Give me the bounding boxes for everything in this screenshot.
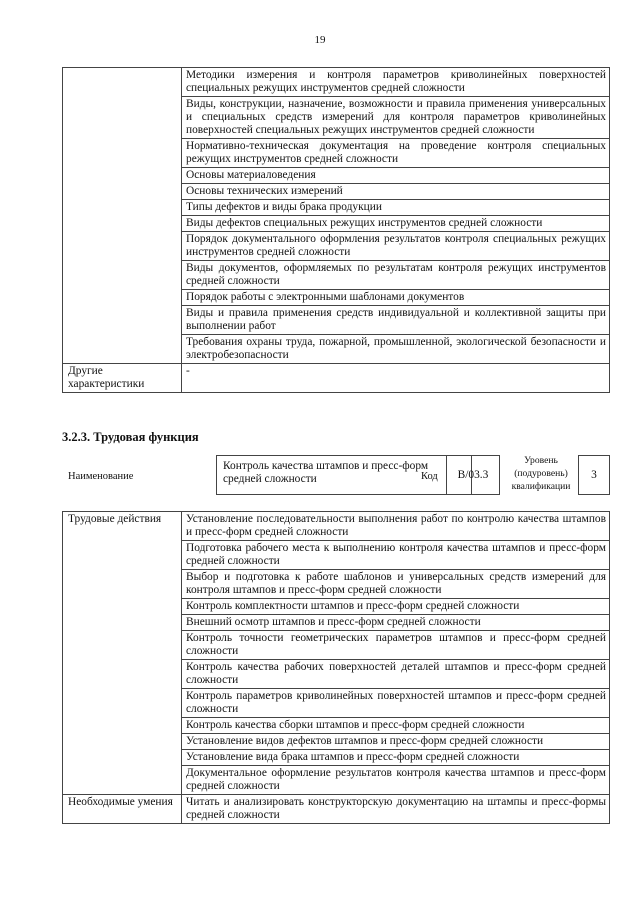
table-row [63, 512, 610, 541]
labor-action-item: Контроль качества рабочих поверхностей деталей штампов и пресс-форм средней сложности [182, 660, 610, 689]
skill-item: Читать и анализировать конструкторскую документацию на штампы и пресс-формы средней сложности [182, 795, 610, 824]
knowledge-item: Нормативно-техническая документация на проведение контроля специальных режущих инструментов средней сложности [182, 139, 610, 168]
function-code-box: B/03.3 [446, 455, 500, 495]
table-row [63, 364, 610, 393]
knowledge-item: Требования охраны труда, пожарной, промышленной, экологической безопасности и электробезопасности [182, 335, 610, 364]
labor-action-item: Контроль комплектности штампов и пресс-форм средней сложности [182, 599, 610, 615]
labor-action-item: Контроль качества сборки штампов и пресс-форм средней сложности [182, 718, 610, 734]
code-label: Код [421, 471, 438, 482]
knowledge-category-cell [63, 68, 182, 364]
labor-function-header [62, 454, 610, 498]
labor-action-item: Установление последовательности выполнения работ по контролю качества штампов и пресс-форм средней сложности [182, 512, 610, 541]
labor-action-item: Документальное оформление результатов контроля качества штампов и пресс-форм средней сложности [182, 766, 610, 795]
function-name-box: Контроль качества штампов и пресс-форм средней сложности [216, 455, 472, 495]
knowledge-item: Виды дефектов специальных режущих инструментов средней сложности [182, 216, 610, 232]
knowledge-item: Порядок работы с электронными шаблонами документов [182, 290, 610, 306]
labor-action-item: Контроль точности геометрических параметров штампов и пресс-форм средней сложности [182, 631, 610, 660]
knowledge-item: Основы материаловедения [182, 168, 610, 184]
labor-action-item: Подготовка рабочего места к выполнению контроля качества штампов и пресс-форм средней сложности [182, 541, 610, 570]
labor-action-item: Выбор и подготовка к работе шаблонов и универсальных средств измерений для контроля штампов и пресс-форм средней сложности [182, 570, 610, 599]
labor-action-item: Внешний осмотр штампов и пресс-форм средней сложности [182, 615, 610, 631]
knowledge-item: Порядок документального оформления результатов контроля специальных режущих инструментов средней сложности [182, 232, 610, 261]
skills-label: Необходимые умения [63, 795, 182, 824]
knowledge-item: Виды документов, оформляемых по результатам контроля режущих инструментов средней сложности [182, 261, 610, 290]
labor-action-item: Контроль параметров криволинейных поверхностей штампов и пресс-форм средней сложности [182, 689, 610, 718]
knowledge-item: Виды и правила применения средств индивидуальной и коллективной защиты при выполнении работ [182, 306, 610, 335]
labor-actions-label: Трудовые действия [63, 512, 182, 795]
labor-action-item: Установление видов дефектов штампов и пресс-форм средней сложности [182, 734, 610, 750]
knowledge-item: Методики измерения и контроля параметров криволинейных поверхностей специальных режущих инструментов средней сложности [182, 68, 610, 97]
knowledge-item: Основы технических измерений [182, 184, 610, 200]
labor-action-item: Установление вида брака штампов и пресс-форм средней сложности [182, 750, 610, 766]
table-row [63, 68, 610, 97]
page-number: 19 [314, 34, 326, 46]
table-row [63, 795, 610, 824]
labor-actions-table [62, 511, 610, 824]
knowledge-item: Виды, конструкции, назначение, возможности и правила применения универсальных и специальных средств измерений для контроля параметров криволинейных поверхностей специальных режущих инструментов средней сложности [182, 97, 610, 139]
knowledge-item: Типы дефектов и виды брака продукции [182, 200, 610, 216]
other-characteristics-label: Другие характеристики [63, 364, 182, 393]
other-characteristics-value: - [182, 364, 610, 393]
knowledge-table [62, 67, 610, 393]
qualification-level-label: Уровень (подуровень) квалификации [511, 455, 571, 492]
section-title: 3.2.3. Трудовая функция [62, 430, 199, 444]
name-label: Наименование [68, 471, 134, 482]
qualification-level-box: 3 [578, 455, 610, 495]
